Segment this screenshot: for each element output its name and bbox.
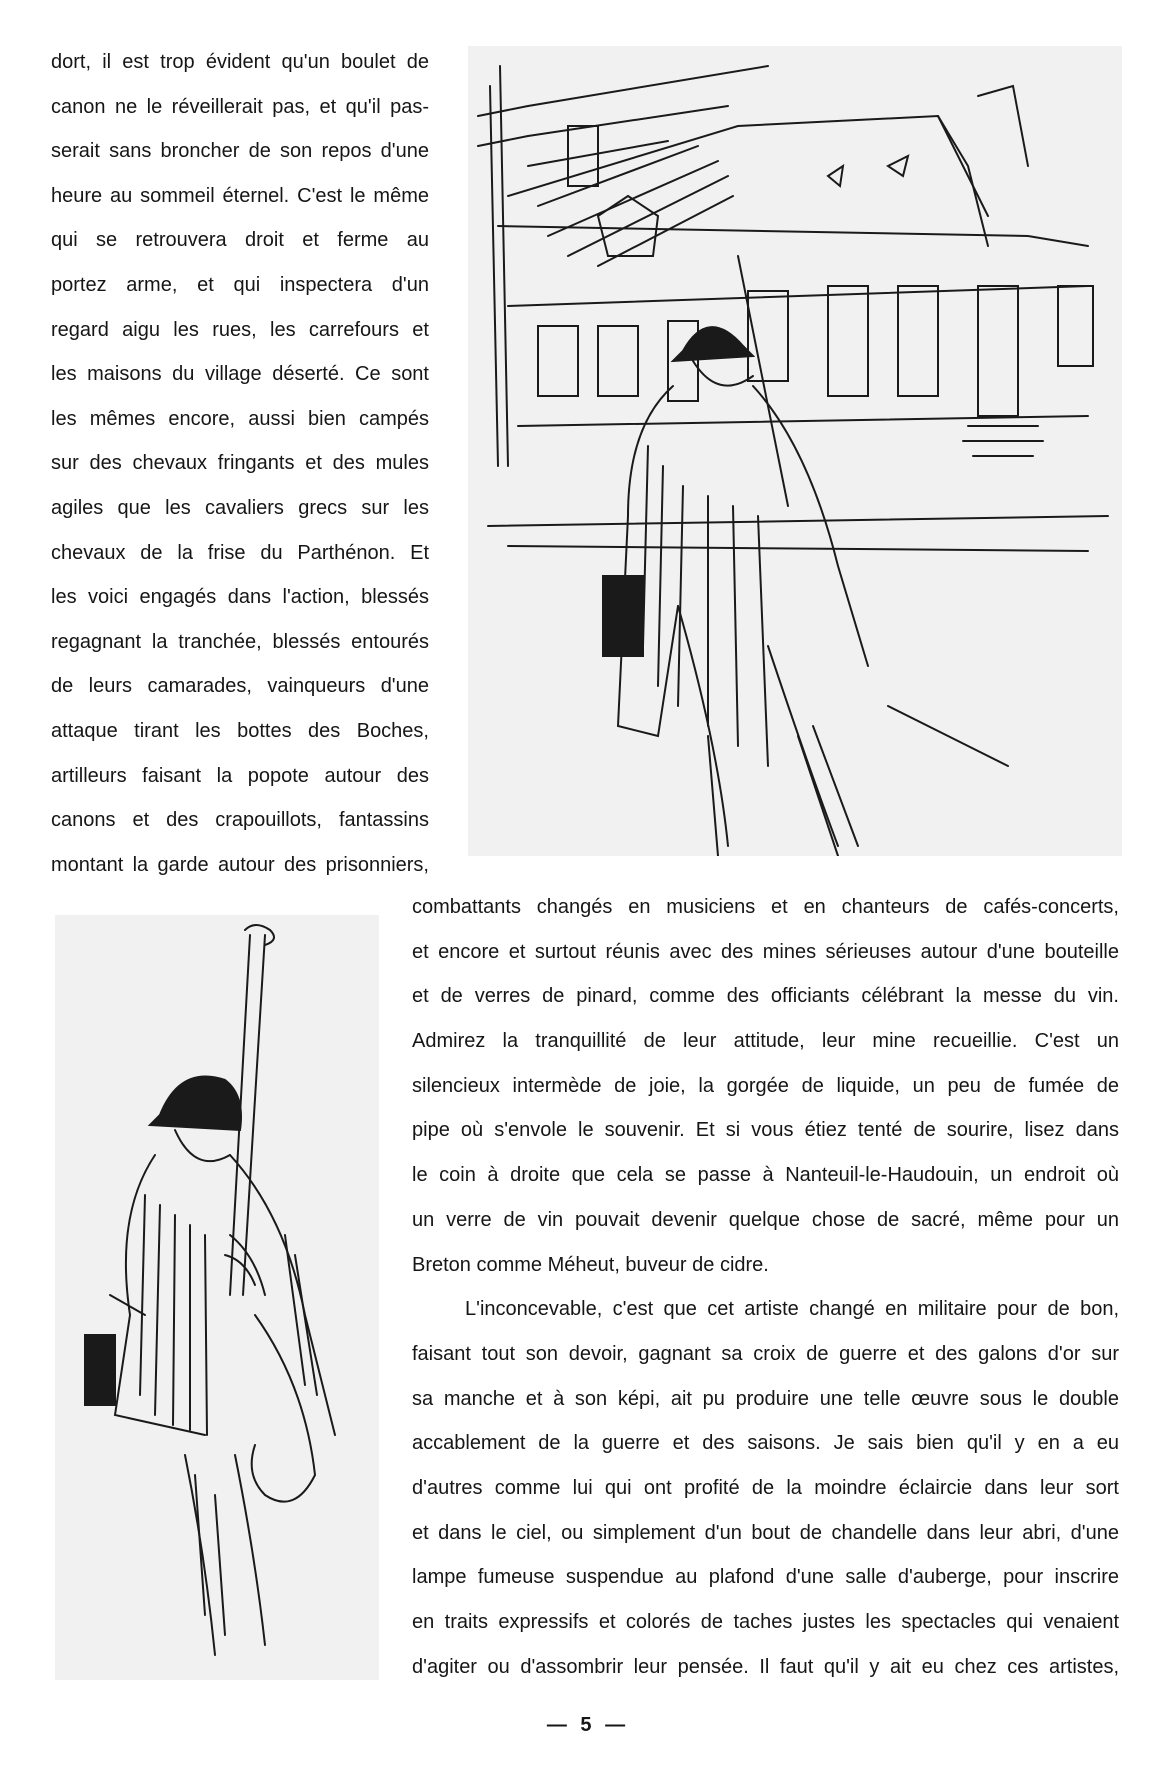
soldier-rifle-sketch [55, 915, 379, 1680]
text-line: et dans le ciel, ou simplement d'un bout de chandelle dans leur abri, d'une [412, 1521, 1119, 1544]
text-line: sa manche et à son képi, ait pu produire une telle œuvre sous le double [412, 1387, 1119, 1410]
text-line: d'autres comme lui qui ont profité de la moindre éclaircie dans leur sort [412, 1476, 1119, 1499]
text-line: et de verres de pinard, comme des officiants célébrant la messe du vin. [412, 985, 1119, 1008]
text-line: artilleurs faisant la popote autour des [51, 764, 429, 787]
text-line: montant la garde autour des prisonniers, [51, 853, 429, 876]
text-line: combattants changés en musiciens et en chanteurs de cafés-concerts, [412, 896, 1119, 918]
text-line: canons et des crapouillots, fantassins [51, 809, 429, 832]
text-line: lampe fumeuse suspendue au plafond d'une salle d'auberge, pour inscrire [412, 1566, 1119, 1589]
text-line: de leurs camarades, vainqueurs d'une [51, 675, 429, 698]
text-line: heure au sommeil éternel. C'est le même [51, 184, 429, 207]
text-line: qui se retrouvera droit et ferme au [51, 229, 429, 252]
soldier-with-rifle-illustration [55, 915, 379, 1680]
text-line: Breton comme Méheut, buveur de cidre. [412, 1253, 769, 1276]
page-number: — 5 — [546, 1714, 630, 1736]
text-line: Admirez la tranquillité de leur attitude, leur mine recueillie. C'est un [412, 1030, 1119, 1053]
text-line: agiles que les cavaliers grecs sur les [51, 496, 429, 519]
text-line: le coin à droite que cela se passe à Nanteuil-le-Haudouin, un endroit où [412, 1164, 1119, 1187]
text-line: pipe où s'envole le souvenir. Et si vous étiez tenté de sourire, lisez dans [412, 1119, 1119, 1142]
text-line: portez arme, et qui inspectera d'un [51, 273, 429, 296]
text-line: les voici engagés dans l'action, blessés [51, 586, 429, 609]
text-line: chevaux de la frise du Parthénon. Et [51, 541, 429, 564]
text-line: silencieux intermède de joie, la gorgée de liquide, un peu de fumée de [412, 1074, 1119, 1097]
text-line: un verre de vin pouvait devenir quelque chose de sacré, même pour un [412, 1208, 1119, 1231]
text-line: regagnant la tranchée, blessés entourés [51, 630, 429, 653]
village-soldier-sketch [468, 46, 1122, 856]
text-line: faisant tout son devoir, gagnant sa croix de guerre et des galons d'or sur [412, 1342, 1119, 1365]
left-text-column [51, 40, 429, 887]
text-line: d'agiter ou d'assombrir leur pensée. Il faut qu'il y ait eu chez ces artistes, [412, 1655, 1119, 1678]
text-line: en traits expressifs et colorés de taches justes les spectacles qui venaient [412, 1611, 1119, 1633]
text-line: regard aigu les rues, les carrefours et [51, 318, 429, 341]
right-text-column [412, 885, 1119, 1689]
text-line: les maisons du village déserté. Ce sont [51, 363, 429, 386]
text-line: attaque tirant les bottes des Boches, [51, 719, 429, 742]
text-line: canon ne le réveillerait pas, et qu'il pas- [51, 95, 429, 118]
text-line: les mêmes encore, aussi bien campés [51, 407, 429, 430]
text-line: et encore et surtout réunis avec des mines sérieuses autour d'une bouteille [412, 940, 1119, 963]
village-soldier-illustration [468, 46, 1122, 856]
text-line: sur des chevaux fringants et des mules [51, 452, 429, 475]
text-line: L'inconcevable, c'est que cet artiste changé en militaire pour de bon, [465, 1298, 1119, 1321]
text-line: accablement de la guerre et des saisons. Je sais bien qu'il y en a eu [412, 1432, 1119, 1455]
text-line: dort, il est trop évident qu'un boulet de [51, 51, 429, 73]
text-line: serait sans broncher de son repos d'une [51, 140, 429, 163]
